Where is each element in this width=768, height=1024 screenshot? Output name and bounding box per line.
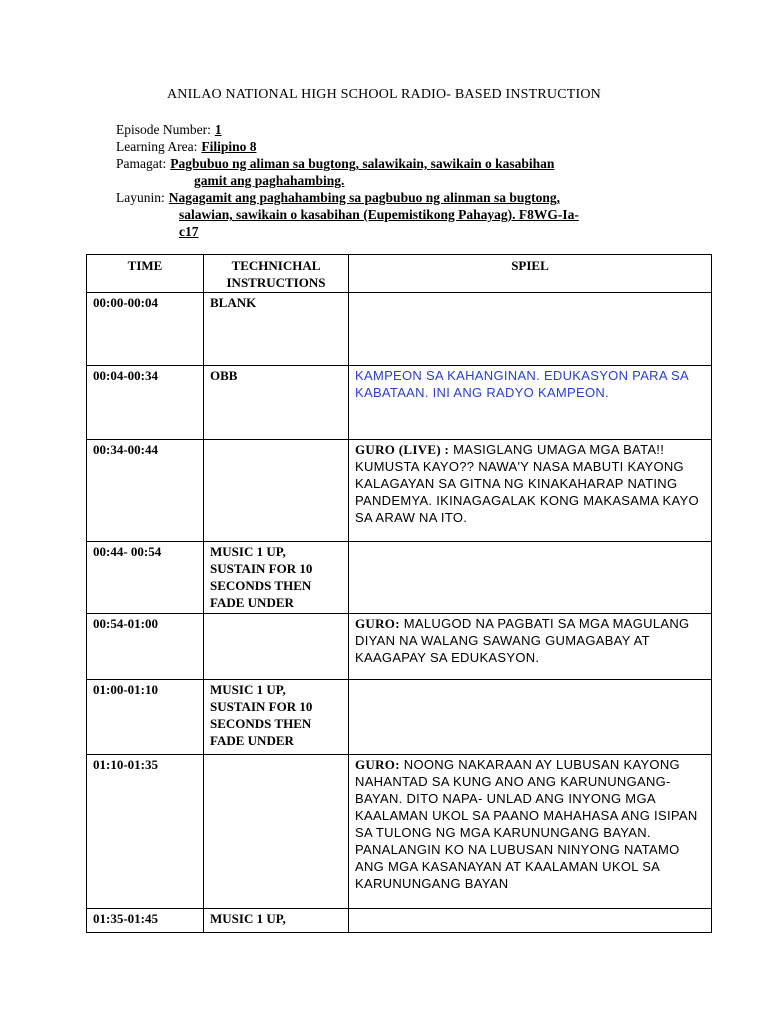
header-tech: TECHNICHAL INSTRUCTIONS [204, 255, 349, 293]
layunin-row-2 [116, 206, 676, 223]
table-row [87, 440, 712, 542]
pamagat-line-1: Pagbubuo ng aliman sa bugtong, salawikain, sawikain o kasabihan [170, 156, 555, 171]
cell-time: 00:04-00:34 [87, 366, 204, 440]
cell-tech: MUSIC 1 UP, SUSTAIN FOR 10 SECONDS THEN FADE UNDER [204, 680, 349, 755]
cell-tech [204, 755, 349, 909]
cell-spiel-text: MALUGOD NA PAGBATI SA MGA MAGULANG DIYAN NA WALANG SAWANG GUMAGABAY AT KAAGAPAY SA EDUKASYON. [355, 616, 690, 665]
page-title: ANILAO NATIONAL HIGH SCHOOL RADIO- BASED INSTRUCTION [166, 87, 601, 102]
cell-tech: BLANK [204, 293, 349, 366]
table-row [87, 680, 712, 755]
cell-speaker: GURO: [355, 616, 400, 631]
layunin-line-2: salawian, sawikain o kasabihan (Eupemistikong Pahayag). F8WG-Ia- [179, 207, 579, 222]
radio-script-table [86, 254, 712, 933]
cell-time: 00:44- 00:54 [87, 542, 204, 614]
cell-tech: MUSIC 1 UP, SUSTAIN FOR 10 SECONDS THEN FADE UNDER [204, 542, 349, 614]
cell-tech [204, 440, 349, 542]
cell-spiel-text: NOONG NAKARAAN AY LUBUSAN KAYONG NAHANTAD SA KUNG ANO ANG KARUNUNGANG- BAYAN. DITO NAPA- UNLAD ANG INYONG MGA KAALAMAN UKOL SA PAANO MAHAHASA ANG ISIPAN SA TULONG NG MGA KARUNUNGANG BAYAN. PANALANGIN KO NA LUBUSAN NINYONG NATAMO ANG MGA KASANAYAN AT KAALAMAN UKOL SA KARUNUNGANG BAYAN [355, 757, 698, 891]
table-row [87, 614, 712, 680]
cell-spiel [349, 614, 712, 680]
cell-spiel-text: KAMPEON SA KAHANGINAN. EDUKASYON PARA SA KABATAAN. INI ANG RADYO KAMPEON. [355, 368, 689, 400]
cell-spiel-text: MASIGLANG UMAGA MGA BATA!! KUMUSTA KAYO?? NAWA'Y NASA MABUTI KAYONG KALAGAYAN SA GITNA NG KINAKAHARAP NATING PANDEMYA. IKINAGAGALAK KONG MAKASAMA KAYO SA ARAW NA ITO. [355, 442, 699, 525]
header-time: TIME [87, 255, 204, 293]
cell-time: 01:35-01:45 [87, 909, 204, 933]
pamagat-row [116, 155, 676, 172]
cell-spiel [349, 293, 712, 366]
cell-tech [204, 614, 349, 680]
episode-row [116, 121, 676, 138]
cell-speaker: GURO (LIVE) : [355, 442, 450, 457]
cell-tech: OBB [204, 366, 349, 440]
cell-spiel [349, 909, 712, 933]
cell-time: 00:34-00:44 [87, 440, 204, 542]
layunin-line-3: c17 [179, 224, 199, 239]
cell-time: 00:54-01:00 [87, 614, 204, 680]
cell-time: 00:00-00:04 [87, 293, 204, 366]
layunin-row [116, 189, 676, 206]
pamagat-row-2 [116, 172, 676, 189]
cell-spiel [349, 755, 712, 909]
pamagat-label: Pamagat: [116, 156, 167, 171]
table-row [87, 366, 712, 440]
cell-tech: MUSIC 1 UP, [204, 909, 349, 933]
pamagat-line-2: gamit ang paghahambing. [194, 173, 345, 188]
table-header-row [87, 255, 712, 293]
episode-meta [116, 121, 676, 240]
cell-time: 01:10-01:35 [87, 755, 204, 909]
table-row [87, 755, 712, 909]
cell-spiel [349, 542, 712, 614]
table-row [87, 909, 712, 933]
header-spiel: SPIEL [349, 255, 712, 293]
cell-speaker: GURO: [355, 757, 400, 772]
layunin-row-3 [116, 223, 676, 240]
episode-label: Episode Number: [116, 122, 211, 137]
learning-area-label: Learning Area: [116, 139, 198, 154]
table-row [87, 293, 712, 366]
learning-area-row [116, 138, 676, 155]
table-row [87, 542, 712, 614]
layunin-line-1: Nagagamit ang paghahambing sa pagbubuo ng alinman sa bugtong, [168, 190, 560, 205]
cell-time: 01:00-01:10 [87, 680, 204, 755]
episode-value: 1 [214, 122, 222, 137]
cell-spiel [349, 680, 712, 755]
layunin-label: Layunin: [116, 190, 165, 205]
learning-area-value: Filipino 8 [201, 139, 257, 154]
cell-spiel [349, 366, 712, 440]
cell-spiel [349, 440, 712, 542]
